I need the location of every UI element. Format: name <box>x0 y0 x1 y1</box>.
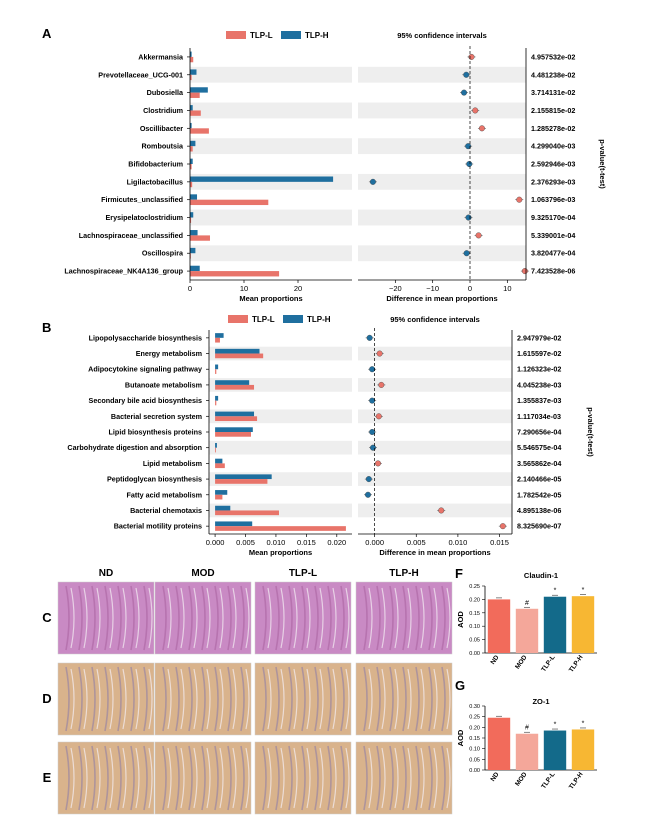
ci-tick-label: −20 <box>388 284 402 293</box>
category-label: Oscillibacter <box>139 123 183 133</box>
significance-mark: * <box>553 721 557 729</box>
ci-tick-label: 0.015 <box>490 538 509 547</box>
category-label: Lipid metabolism <box>142 458 202 468</box>
p-value: 1.355837e-03 <box>517 396 562 406</box>
p-value: 4.045238e-03 <box>517 380 562 390</box>
ci-tick-label: 0.000 <box>365 538 385 547</box>
bar <box>516 734 538 770</box>
x-tick-label: TLP-L <box>540 654 557 674</box>
ci-point <box>369 398 375 404</box>
category-label: Oscillospira <box>141 248 183 258</box>
legend-label: TLP-H <box>307 315 331 324</box>
bar-tlp-l <box>215 385 254 390</box>
ci-point <box>522 268 528 274</box>
category-label: Romboutsia <box>141 141 183 151</box>
p-value: 8.325690e-07 <box>517 521 562 531</box>
significance-mark: # <box>525 599 529 607</box>
bar-tlp-h <box>215 443 217 448</box>
category-label: Bacterial secretion system <box>110 411 202 421</box>
bar <box>572 729 594 770</box>
bar-tlp-h <box>215 427 253 432</box>
y-tick-label: 0.15 <box>469 736 480 742</box>
bar-tlp-h <box>190 105 193 110</box>
y-tick-label: 0.25 <box>469 714 480 721</box>
bar-tlp-l <box>190 200 268 205</box>
row-stripe <box>358 138 526 154</box>
category-label: Clostridium <box>143 105 183 115</box>
p-value: 2.140466e-05 <box>517 474 562 484</box>
bar-tlp-l <box>215 338 220 343</box>
x-tick-label: 20 <box>293 284 303 293</box>
row-stripe <box>190 103 352 119</box>
p-value: 1.126323e-02 <box>517 364 562 374</box>
ci-title: 95% confidence intervals <box>397 31 487 40</box>
bar-tlp-h <box>215 380 249 385</box>
p-value: 4.299040e-03 <box>531 141 576 151</box>
x-axis-title: Mean proportions <box>248 548 313 557</box>
bar-tlp-h <box>190 212 193 217</box>
bar-tlp-h <box>215 521 252 526</box>
p-value: 3.714131e-02 <box>531 88 576 98</box>
bar <box>488 718 510 770</box>
x-tick-label: MOD <box>514 654 529 671</box>
bar-tlp-h <box>190 141 195 146</box>
bar-tlp-h <box>215 365 218 370</box>
y-tick-label: 0.30 <box>469 704 480 710</box>
x-tick-label: ND <box>489 771 501 783</box>
bar-tlp-l <box>215 354 263 359</box>
p-value: 2.592946e-03 <box>531 159 576 169</box>
bar-tlp-l <box>215 463 225 468</box>
bar-tlp-h <box>190 230 198 235</box>
bar-tlp-h <box>215 474 272 479</box>
y-axis-title: AOD <box>456 611 465 628</box>
row-stripe <box>358 441 512 455</box>
histology-column-label: MOD <box>191 568 215 579</box>
row-stripe <box>209 441 352 455</box>
category-label: Prevotellaceae_UCG-001 <box>98 70 183 80</box>
bar-tlp-l <box>190 57 193 62</box>
legend-swatch-high <box>281 31 301 39</box>
significance-mark: * <box>581 720 585 728</box>
row-stripe <box>358 472 512 486</box>
chart-title: ZO-1 <box>532 697 550 706</box>
bar-tlp-h <box>190 159 193 164</box>
bar-tlp-h <box>190 87 208 92</box>
ci-point <box>369 429 375 435</box>
category-label: Fatty acid metabolism <box>126 490 202 500</box>
bar-tlp-l <box>215 401 216 406</box>
p-value: 5.339001e-04 <box>531 230 576 240</box>
panel-letter: F <box>455 566 463 581</box>
bar-tlp-h <box>190 194 197 199</box>
y-axis-title: AOD <box>456 729 465 747</box>
ci-point <box>472 108 478 114</box>
category-label: Peptidoglycan biosynthesis <box>106 474 202 484</box>
y-tick-label: 0.00 <box>469 651 480 657</box>
panel-letter: D <box>42 691 52 706</box>
y-tick-label: 0.10 <box>469 746 480 753</box>
bar-tlp-l <box>190 128 209 133</box>
ci-point <box>463 72 469 78</box>
row-stripe <box>190 138 352 154</box>
p-value: 2.947979e-02 <box>517 333 562 343</box>
category-label: Lachnospiraceae_NK4A136_group <box>64 266 183 276</box>
histology-column-label: TLP-H <box>389 568 419 579</box>
ci-point <box>369 366 375 372</box>
ci-title: 95% confidence intervals <box>390 315 480 324</box>
p-value: 7.290656e-04 <box>517 427 562 437</box>
bar-tlp-l <box>215 416 257 421</box>
y-tick-label: 0.00 <box>469 768 480 774</box>
p-value: 5.546575e-04 <box>517 443 562 453</box>
category-label: Akkermansia <box>138 52 183 62</box>
ci-tick-label: 0.005 <box>406 538 426 547</box>
p-value: 2.155815e-02 <box>531 105 576 115</box>
ci-point <box>370 179 376 185</box>
p-value: 1.063796e-03 <box>531 195 576 205</box>
ci-tick-label: 0 <box>467 284 473 293</box>
bar <box>516 609 538 653</box>
category-label: Lipid biosynthesis proteins <box>108 427 202 437</box>
ci-point <box>438 508 444 514</box>
bar-tlp-l <box>190 271 279 276</box>
bar-tlp-l <box>215 510 279 515</box>
ci-point <box>464 250 470 256</box>
x-axis-title: Mean proportions <box>239 294 303 303</box>
y-tick-label: 0.10 <box>469 624 480 631</box>
x-tick-label: TLP-H <box>567 654 585 674</box>
category-label: Carbohydrate digestion and absorption <box>67 443 202 453</box>
bar-tlp-l <box>215 526 346 531</box>
x-tick-label: 0.000 <box>205 538 225 547</box>
category-label: Erysipelatoclostridium <box>105 213 183 223</box>
x-tick-label: 0.020 <box>327 538 347 547</box>
ci-point <box>476 233 482 239</box>
x-tick-label: MOD <box>514 771 529 788</box>
x-tick-label: ND <box>489 654 501 666</box>
chart-title: Claudin-1 <box>523 571 559 580</box>
p-value: 4.481238e-02 <box>531 70 576 80</box>
y-tick-label: 0.05 <box>469 637 480 644</box>
ci-point <box>375 461 381 467</box>
bar-tlp-h <box>215 412 254 417</box>
bar-tlp-h <box>215 506 230 511</box>
bar-tlp-h <box>190 248 195 253</box>
p-value: 3.820477e-04 <box>531 248 576 258</box>
p-value-axis-title: p-value(t-test) <box>598 139 607 189</box>
histology-column-label: ND <box>98 568 114 579</box>
legend-label: TLP-L <box>252 315 275 324</box>
ci-point <box>466 215 472 221</box>
y-tick-label: 0.05 <box>469 757 480 764</box>
bar-tlp-h <box>190 176 333 181</box>
p-value: 1.782542e-05 <box>517 490 562 500</box>
ci-point <box>516 197 522 203</box>
legend-swatch-low <box>226 31 246 39</box>
bar-tlp-l <box>215 369 216 374</box>
p-value: 1.117034e-03 <box>517 411 561 421</box>
bar-tlp-h <box>215 349 259 354</box>
legend-swatch-low <box>228 315 248 323</box>
row-stripe <box>358 67 526 83</box>
panel-letter: E <box>42 770 52 785</box>
row-stripe <box>358 245 526 261</box>
x-tick-label: 0.015 <box>296 538 316 547</box>
category-label: Bacterial motility proteins <box>113 521 202 531</box>
x-tick-label: TLP-L <box>540 771 557 791</box>
category-label: Adipocytokine signaling pathway <box>88 364 202 374</box>
ci-point <box>379 382 385 388</box>
ci-tick-label: −10 <box>426 284 440 293</box>
p-value: 7.423528e-06 <box>531 266 576 276</box>
x-tick-label: 0 <box>187 284 193 293</box>
x-tick-label: 0.005 <box>236 538 255 547</box>
category-label: Ligilactobacillus <box>126 177 183 187</box>
category-label: Bifidobacterium <box>128 159 183 169</box>
bar-tlp-l <box>190 93 200 98</box>
histology-column-label: TLP-L <box>288 568 318 579</box>
ci-point <box>365 492 371 498</box>
legend-label: TLP-H <box>305 31 329 40</box>
ci-axis-title: Difference in mean proportions <box>379 548 491 557</box>
bar-tlp-l <box>190 235 210 240</box>
category-label: Energy metabolism <box>135 349 202 359</box>
category-label: Butanoate metabolism <box>124 380 202 390</box>
bar <box>544 597 566 653</box>
x-tick-label: 0.010 <box>266 538 286 547</box>
ci-point <box>376 414 382 420</box>
panel-letter: B <box>42 320 52 335</box>
category-label: Lipopolysaccharide biosynthesis <box>88 333 202 343</box>
bar-tlp-h <box>190 266 200 271</box>
bar-tlp-h <box>215 490 227 495</box>
panel-letter: G <box>455 678 466 693</box>
bar-tlp-h <box>215 459 222 464</box>
bar-tlp-l <box>215 432 251 437</box>
bar-tlp-h <box>215 333 224 338</box>
bar-tlp-l <box>215 495 222 500</box>
panel-letter: C <box>42 610 52 625</box>
panel-letter: A <box>42 26 52 41</box>
row-stripe <box>190 245 352 261</box>
ci-point <box>377 351 383 357</box>
p-value: 9.325170e-04 <box>531 213 576 223</box>
ci-point <box>469 54 475 60</box>
ci-point <box>500 523 506 529</box>
category-label: Secondary bile acid biosynthesis <box>88 396 202 406</box>
category-label: Dubosiella <box>146 88 183 98</box>
bar-tlp-l <box>190 146 193 151</box>
bar-tlp-l <box>215 448 216 453</box>
category-label: Bacterial chemotaxis <box>130 505 202 515</box>
significance-mark: # <box>525 724 529 732</box>
ci-point <box>479 126 485 132</box>
row-stripe <box>358 210 526 226</box>
ci-tick-label: 0.010 <box>448 538 468 547</box>
ci-tick-label: 10 <box>503 284 512 293</box>
row-stripe <box>190 67 352 83</box>
p-value: 2.376293e-03 <box>531 177 576 187</box>
bar-tlp-h <box>190 69 196 74</box>
significance-mark: * <box>553 587 557 595</box>
x-tick-label: TLP-H <box>567 771 585 791</box>
p-value: 4.957532e-02 <box>531 52 576 62</box>
bar-tlp-l <box>215 479 267 484</box>
legend-swatch-high <box>283 315 303 323</box>
ci-point <box>367 335 373 341</box>
bar-tlp-l <box>190 110 201 115</box>
p-value: 3.565862e-04 <box>517 458 562 468</box>
legend-label: TLP-L <box>250 31 273 40</box>
p-value-axis-title: p-value(t-test) <box>586 407 595 457</box>
significance-mark: * <box>581 587 585 595</box>
ci-point <box>466 161 472 167</box>
y-tick-label: 0.20 <box>469 597 480 604</box>
row-stripe <box>358 174 526 190</box>
bar <box>572 596 594 653</box>
bar <box>544 731 566 770</box>
y-tick-label: 0.15 <box>469 610 480 617</box>
p-value: 4.895138e-06 <box>517 505 562 515</box>
y-tick-label: 0.20 <box>469 725 480 732</box>
row-stripe <box>358 103 526 119</box>
bar-tlp-h <box>215 396 218 401</box>
bar <box>488 599 510 653</box>
ci-point <box>461 90 467 96</box>
category-label: Firmicutes_unclassified <box>101 195 183 205</box>
ci-point <box>366 476 372 482</box>
p-value: 1.615597e-02 <box>517 349 562 359</box>
ci-axis-title: Difference in mean proportions <box>386 294 498 303</box>
y-tick-label: 0.25 <box>469 584 480 590</box>
row-stripe <box>358 504 512 518</box>
category-label: Lachnospiraceae_unclassified <box>78 230 183 240</box>
x-tick-label: 10 <box>239 284 249 293</box>
p-value: 1.285278e-02 <box>531 123 576 133</box>
row-stripe <box>190 210 352 226</box>
